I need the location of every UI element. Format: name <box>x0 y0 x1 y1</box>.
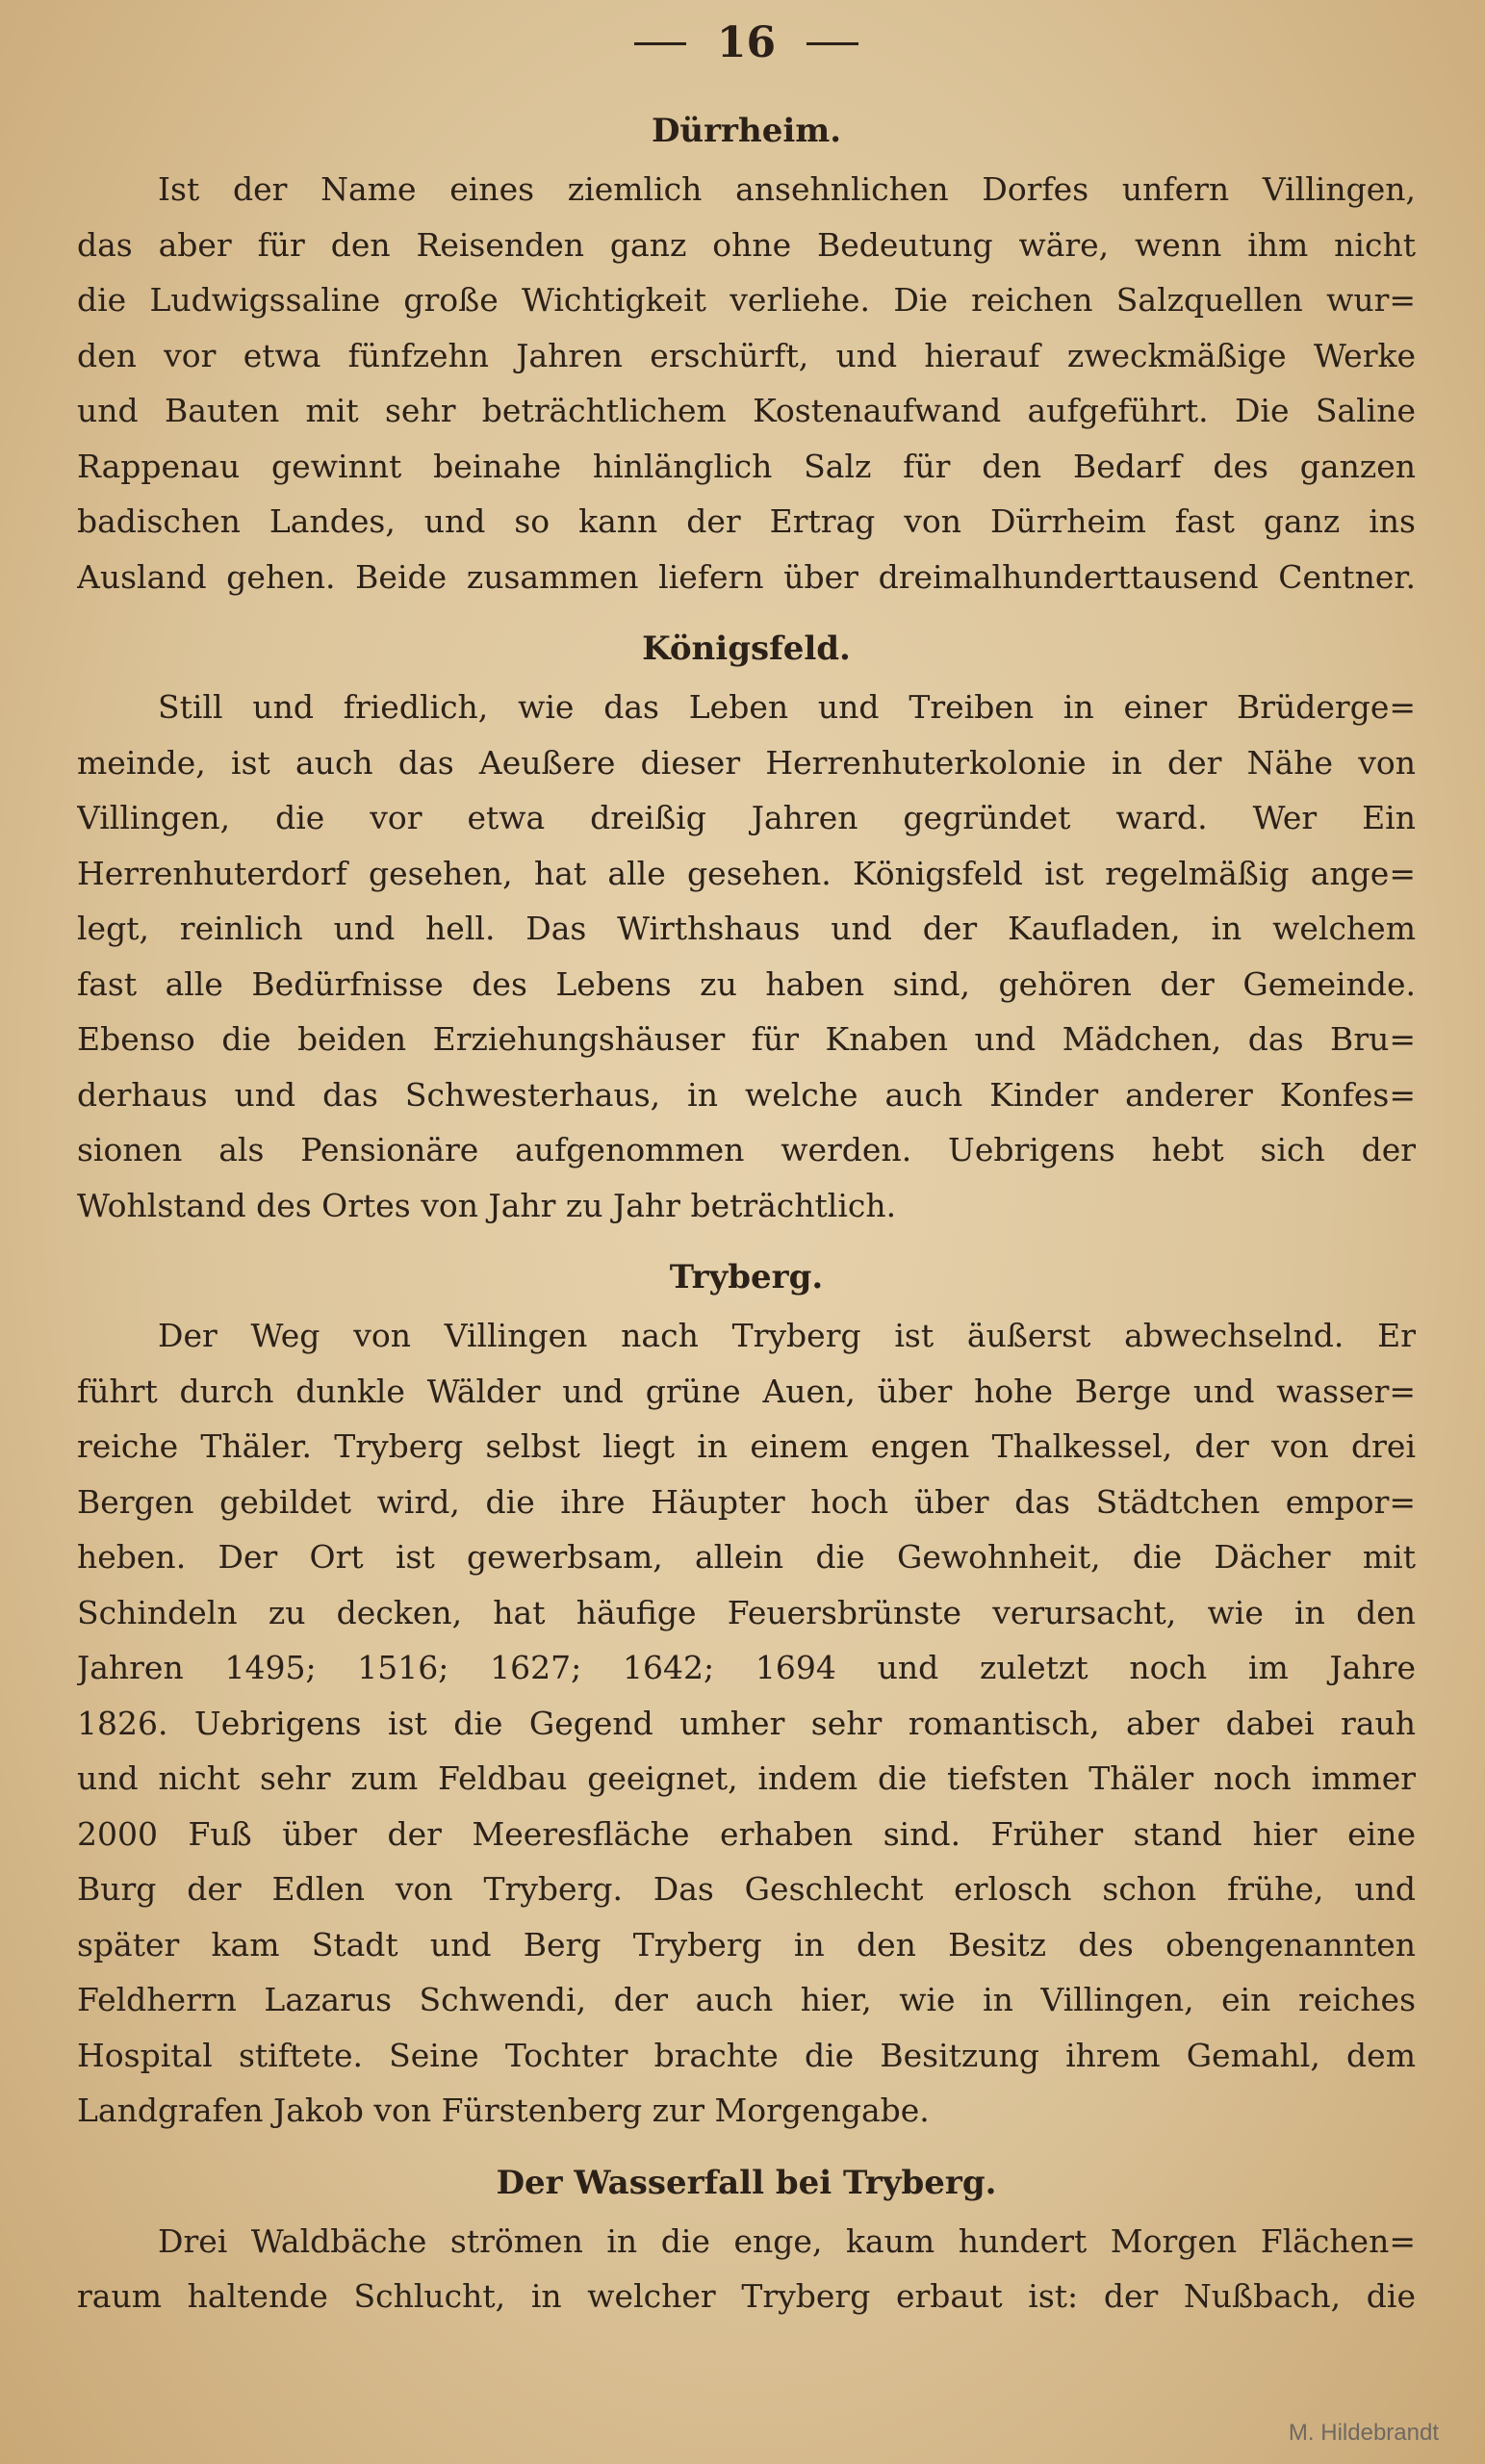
text-line: und nicht sehr zum Feldbau geeignet, indem die tiefsten Thäler noch immer <box>77 1759 1416 1797</box>
text-line: Ist der Name eines ziemlich ansehnlichen Dorfes unfern Villingen, <box>158 170 1416 208</box>
header-dash-right <box>807 42 858 45</box>
section-heading: Königsfeld. <box>642 629 851 668</box>
text-line: Herrenhuterdorf gesehen, hat alle gesehen. Königsfeld ist regelmäßig ange= <box>77 854 1416 892</box>
section-koenigsfeld <box>77 622 1416 1233</box>
text-line: badischen Landes, und so kann der Ertrag von Dürrheim fast ganz ins <box>77 502 1416 540</box>
text-line: Bergen gebildet wird, die ihre Häupter hoch über das Städtchen empor= <box>77 1482 1416 1521</box>
text-line: derhaus und das Schwesterhaus, in welche auch Kinder anderer Konfes= <box>77 1075 1416 1114</box>
text-line: Drei Waldbäche strömen in die enge, kaum hundert Morgen Flächen= <box>158 2221 1416 2260</box>
section-tryberg <box>77 1250 1416 2139</box>
section-heading: Tryberg. <box>669 1258 824 1296</box>
text-line: Hospital stiftete. Seine Tochter brachte die Besitzung ihrem Gemahl, dem <box>77 2036 1416 2074</box>
text-line: Feldherrn Lazarus Schwendi, der auch hier, wie in Villingen, ein reiches <box>77 1981 1416 2018</box>
text-line: führt durch dunkle Wälder und grüne Auen, über hohe Berge und wasser= <box>77 1372 1416 1410</box>
text-line: meinde, ist auch das Aeußere dieser Herrenhuterkolonie in der Nähe von <box>77 743 1416 782</box>
section-paragraph <box>77 162 1416 604</box>
section-paragraph <box>77 1308 1416 2139</box>
header-dash-left <box>634 42 686 45</box>
text-line: sionen als Pensionäre aufgenommen werden. Uebrigens hebt sich der <box>77 1131 1416 1168</box>
section-duerrheim <box>77 104 1416 604</box>
text-line: Der Weg von Villingen nach Tryberg ist äußerst abwechselnd. Er <box>158 1317 1416 1354</box>
page-header <box>77 0 1416 87</box>
text-line: fast alle Bedürfnisse des Lebens zu haben sind, gehören der Gemeinde. <box>77 964 1416 1003</box>
text-line: und Bauten mit sehr beträchtlichem Kostenaufwand aufgeführt. Die Saline <box>77 392 1416 429</box>
text-line: heben. Der Ort ist gewerbsam, allein die Gewohnheit, die Dächer mit <box>77 1538 1416 1576</box>
text-line: reiche Thäler. Tryberg selbst liegt in einem engen Thalkessel, der von drei <box>77 1427 1416 1465</box>
text-line: die Ludwigssaline große Wichtigkeit verliehe. Die reichen Salzquellen wur= <box>77 281 1416 319</box>
text-line: legt, reinlich und hell. Das Wirthshaus und der Kaufladen, in welchem <box>77 910 1416 947</box>
text-line: Ausland gehen. Beide zusammen liefern über dreimalhunderttausend Centner. <box>77 557 1416 596</box>
text-line: 1826. Uebrigens ist die Gegend umher sehr romantisch, aber dabei rauh <box>77 1704 1416 1742</box>
section-wasserfall <box>77 2156 1416 2324</box>
text-line: Rappenau gewinnt beinahe hinlänglich Salz für den Bedarf des ganzen <box>77 447 1416 485</box>
section-heading: Der Wasserfall bei Tryberg. <box>496 2163 997 2202</box>
section-paragraph <box>77 2214 1416 2324</box>
text-line: raum haltende Schlucht, in welcher Tryberg erbaut ist: der Nußbach, die <box>77 2277 1416 2315</box>
text-line: Landgrafen Jakob von Fürstenberg zur Morgengabe. <box>77 2092 930 2129</box>
text-line: das aber für den Reisenden ganz ohne Bedeutung wäre, wenn ihm nicht <box>77 225 1416 264</box>
text-line: den vor etwa fünfzehn Jahren erschürft, und hierauf zweckmäßige Werke <box>77 336 1416 374</box>
text-line: Ebenso die beiden Erziehungshäuser für Knaben und Mädchen, das Bru= <box>77 1020 1416 1058</box>
text-line: Burg der Edlen von Tryberg. Das Geschlecht erlosch schon frühe, und <box>77 1870 1416 1908</box>
page-number: 16 <box>716 18 777 67</box>
section-paragraph <box>77 680 1416 1233</box>
text-line: Jahren 1495; 1516; 1627; 1642; 1694 und zuletzt noch im Jahre <box>77 1649 1416 1686</box>
text-line: später kam Stadt und Berg Tryberg in den Besitz des obengenannten <box>77 1925 1416 1964</box>
photographer-credit: M. Hildebrandt <box>1288 2420 1439 2446</box>
text-line: Still und friedlich, wie das Leben und Treiben in einer Brüderge= <box>158 688 1416 726</box>
text-line: Wohlstand des Ortes von Jahr zu Jahr beträchtlich. <box>77 1186 897 1224</box>
text-line: Villingen, die vor etwa dreißig Jahren gegründet ward. Wer Ein <box>77 799 1416 836</box>
section-heading: Dürrheim. <box>651 112 842 150</box>
text-line: Schindeln zu decken, hat häufige Feuersbrünste verursacht, wie in den <box>77 1593 1416 1631</box>
text-line: 2000 Fuß über der Meeresfläche erhaben sind. Früher stand hier eine <box>77 1814 1416 1853</box>
